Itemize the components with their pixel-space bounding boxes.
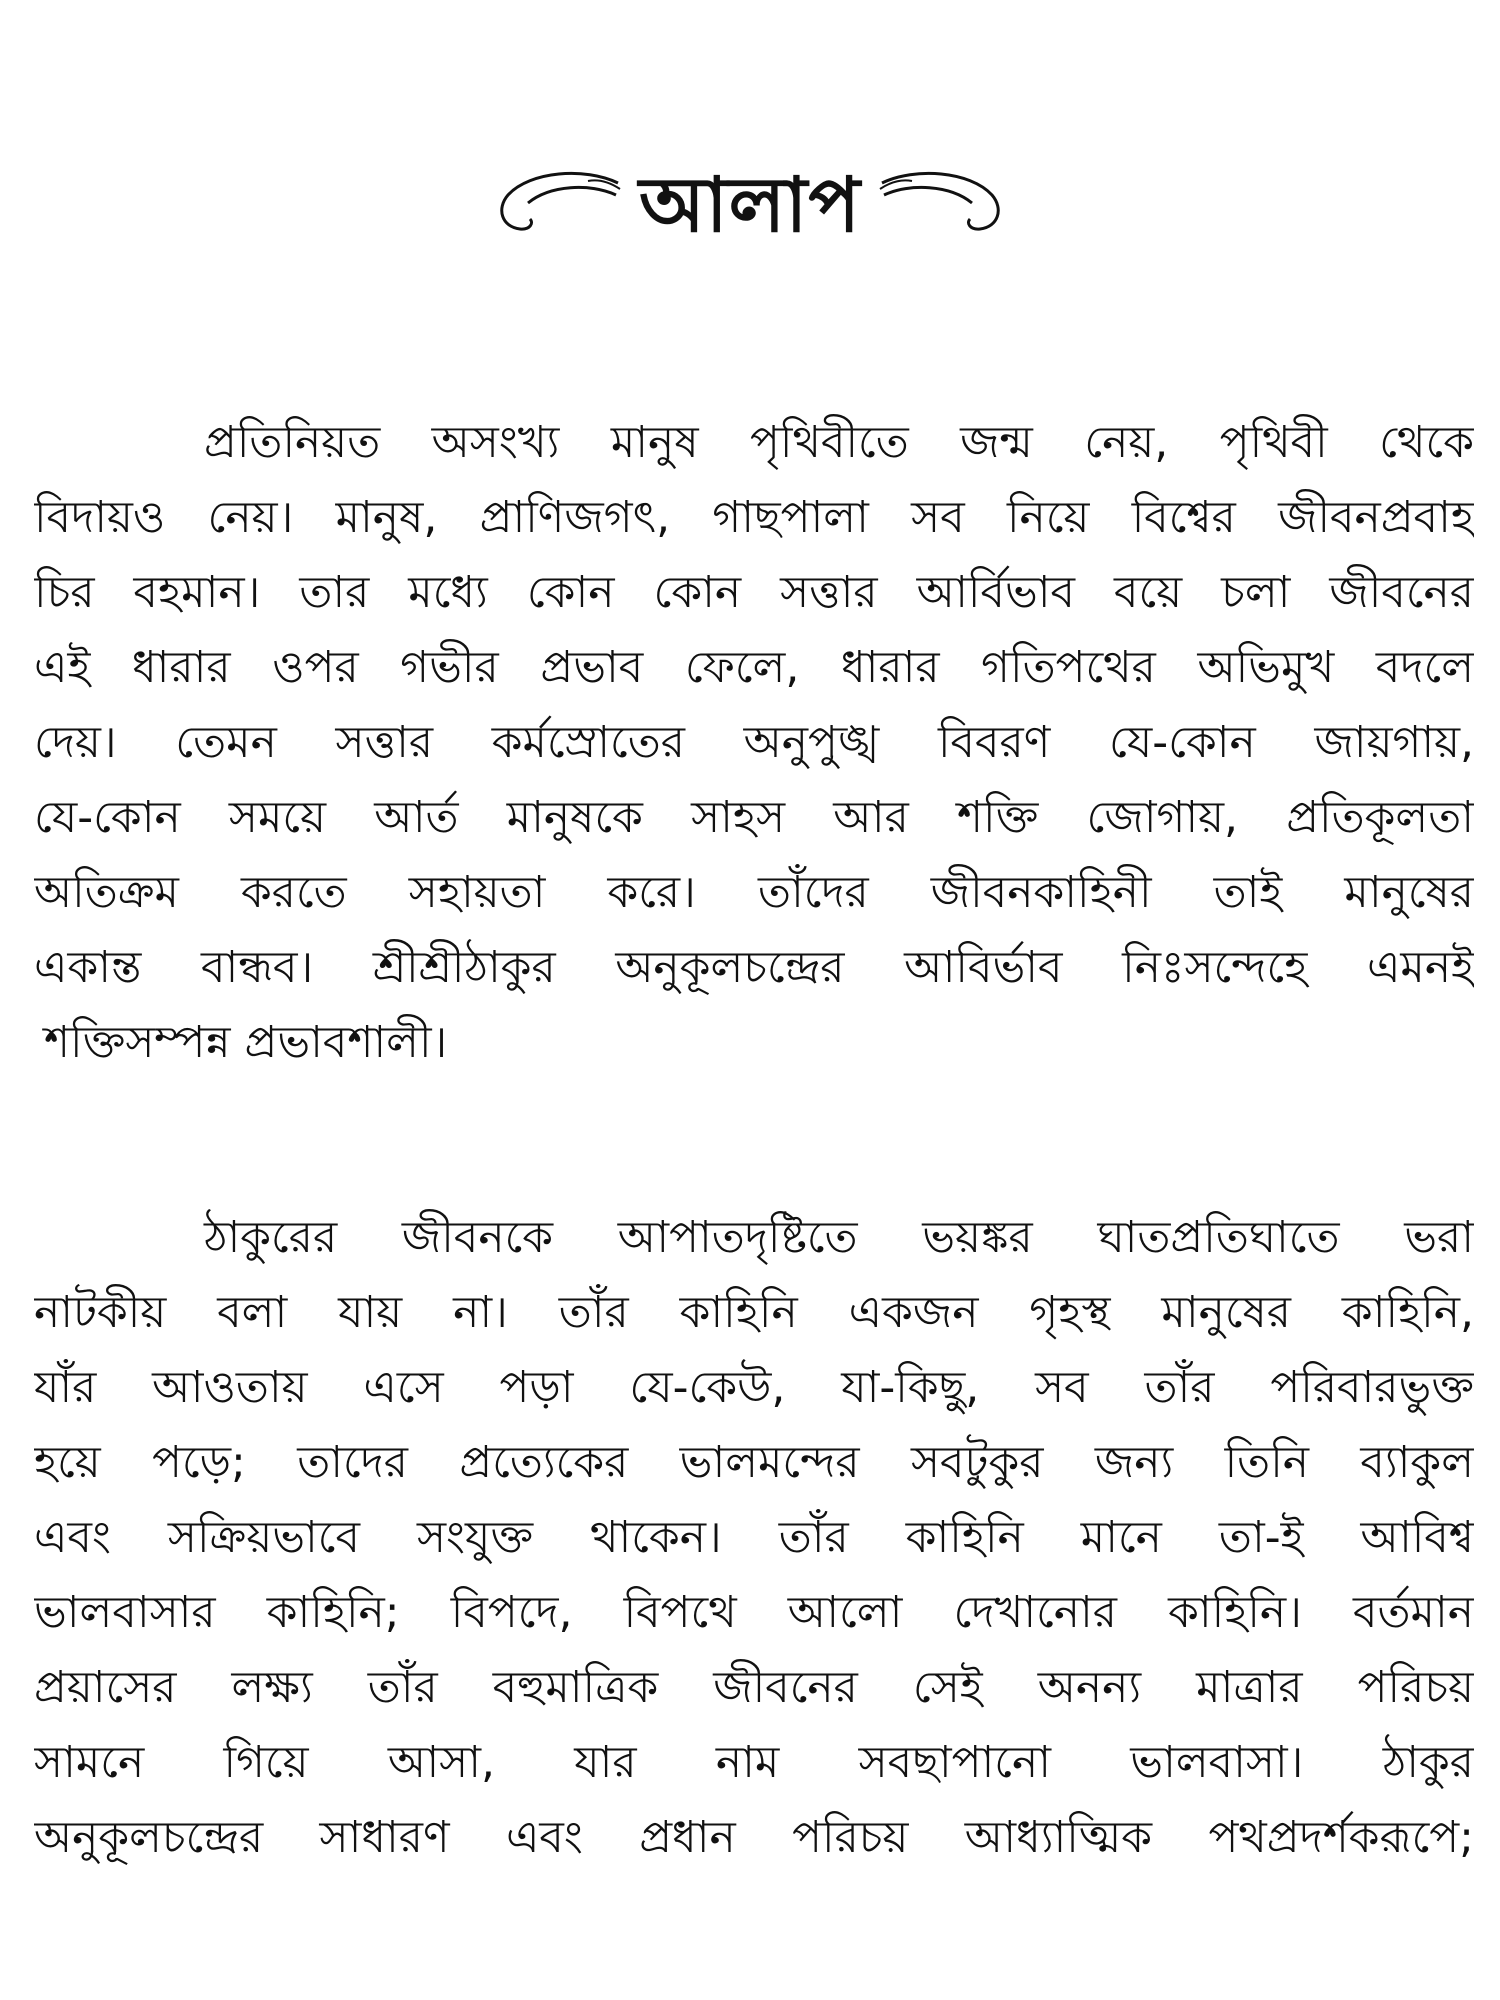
text-line: অনুকূলচন্দ্রের সাধারণ এবং প্রধান পরিচয় আধ্যাত্মিক পথপ্রদর্শকরূপে;	[34, 1812, 1474, 1863]
text-line: দেয়। তেমন সত্তার কর্মস্রোতের অনুপুঙ্খ বিবরণ যে-কোন জায়গায়,	[34, 717, 1474, 768]
text-line: প্রয়াসের লক্ষ্য তাঁর বহুমাত্রিক জীবনের সেই অনন্য মাত্রার পরিচয়	[34, 1662, 1474, 1713]
text-line: এবং সক্রিয়ভাবে সংযুক্ত থাকেন। তাঁর কাহিনি মানে তা-ই আবিশ্ব	[34, 1512, 1474, 1563]
paragraph-1	[34, 405, 1474, 1080]
right-flourish-icon	[875, 165, 1010, 245]
text-line: অতিক্রম করতে সহায়তা করে। তাঁদের জীবনকাহিনী তাই মানুষের	[34, 867, 1474, 918]
text-line: এই ধারার ওপর গভীর প্রভাব ফেলে, ধারার গতিপথের অভিমুখ বদলে	[34, 642, 1474, 693]
text-line: হয়ে পড়ে; তাদের প্রত্যেকের ভালমন্দের সবটুকুর জন্য তিনি ব্যাকুল	[34, 1437, 1474, 1488]
text-line: ঠাকুরের জীবনকে আপাতদৃষ্টিতে ভয়ঙ্কর ঘাতপ্রতিঘাতে ভরা	[204, 1212, 1474, 1263]
text-line: ভালবাসার কাহিনি; বিপদে, বিপথে আলো দেখানোর কাহিনি। বর্তমান	[34, 1587, 1474, 1638]
text-line: নাটকীয় বলা যায় না। তাঁর কাহিনি একজন গৃহস্থ মানুষের কাহিনি,	[34, 1287, 1474, 1338]
text-line: বিদায়ও নেয়। মানুষ, প্রাণিজগৎ, গাছপালা সব নিয়ে বিশ্বের জীবনপ্রবাহ	[34, 492, 1474, 543]
left-flourish-icon	[490, 165, 625, 245]
text-line: চির বহমান। তার মধ্যে কোন কোন সত্তার আর্বিভাব বয়ে চলা জীবনের	[34, 567, 1474, 618]
chapter-title: আলাপ	[639, 160, 861, 249]
paragraph-2	[34, 1200, 1474, 1875]
text-line: শক্তিসম্পন্ন প্রভাবশালী।	[44, 1017, 448, 1068]
text-line: যে-কোন সময়ে আর্ত মানুষকে সাহস আর শক্তি জোগায়, প্রতিকূলতা	[34, 792, 1474, 843]
text-line: যাঁর আওতায় এসে পড়া যে-কেউ, যা-কিছু, সব তাঁর পরিবারভুক্ত	[34, 1362, 1474, 1413]
text-line: প্রতিনিয়ত অসংখ্য মানুষ পৃথিবীতে জন্ম নেয়, পৃথিবী থেকে	[204, 417, 1474, 468]
chapter-heading	[0, 150, 1500, 260]
text-line: একান্ত বান্ধব। শ্রীশ্রীঠাকুর অনুকূলচন্দ্রের আবির্ভাব নিঃসন্দেহে এমনই	[34, 942, 1474, 993]
text-line: সামনে গিয়ে আসা, যার নাম সবছাপানো ভালবাসা। ঠাকুর	[34, 1737, 1474, 1788]
